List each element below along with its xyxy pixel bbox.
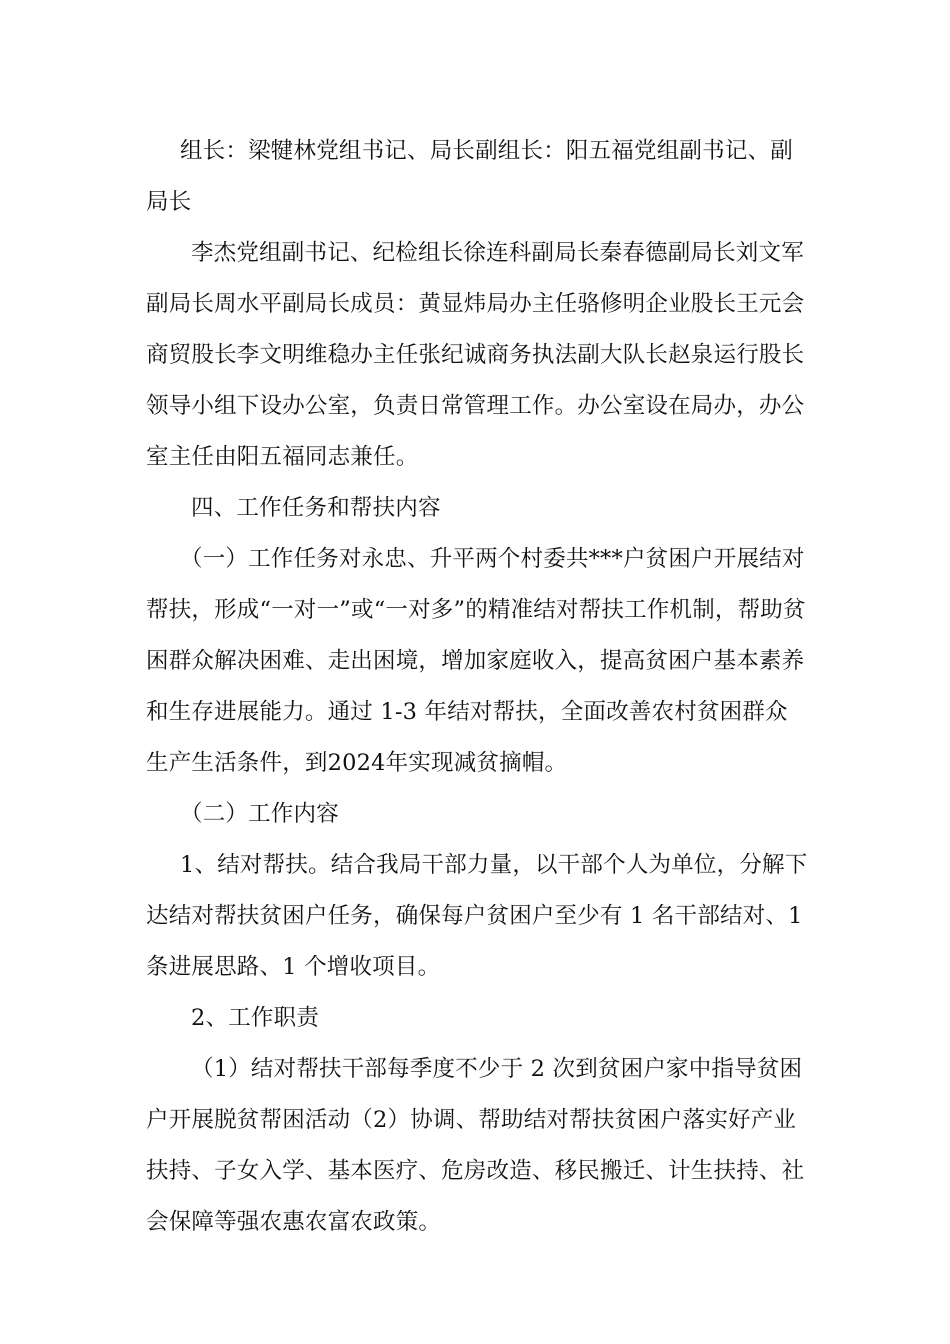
subheading-work-duties: 2、工作职责 [191, 1005, 320, 1031]
paragraph-work-tasks: （一）工作任务对永忠、升平两个村委共***户贫困户开展结对帮扶，形成“一对一”或“一对多”的精准结对帮扶工作机制，帮助贫困群众解决困难、走出困境，增加家庭收入，提高贫困户基本素养和生存进展能力。通过 1-3 年结对帮扶，全面改善农村贫困群众生产生活条件，到2024年实现减贫摘帽。 [146, 546, 806, 776]
section-heading-tasks: 四、工作任务和帮扶内容 [191, 495, 441, 521]
paragraph-pairing-assistance: 1、结对帮扶。结合我局干部力量，以干部个人为单位，分解下达结对帮扶贫困户任务，确保每户贫困户至少有 1 名干部结对、1 条进展思路、1 个增收项目。 [146, 852, 808, 980]
paragraph-leadership-group: 组长：梁犍林党组书记、局长副组长：阳五福党组副书记、副局长 [146, 138, 793, 215]
subheading-work-content: （二）工作内容 [180, 801, 339, 827]
paragraph-group-members: 李杰党组副书记、纪检组长徐连科副局长秦春德副局长刘文军副局长周水平副局长成员：黄显炜局办主任骆修明企业股长王元会商贸股长李文明维稳办主任张纪诚商务执法副大队长赵泉运行股长领导小组下设办公室，负责日常管理工作。办公室设在局办，办公室主任由阳五福同志兼任。 [146, 240, 805, 470]
paragraph-duty-details: （1）结对帮扶干部每季度不少于 2 次到贫困户家中指导贫困户开展脱贫帮困活动（2）协调、帮助结对帮扶贫困户落实好产业扶持、子女入学、基本医疗、危房改造、移民搬迁、计生扶持、社会保障等强农惠农富农政策。 [146, 1056, 805, 1235]
